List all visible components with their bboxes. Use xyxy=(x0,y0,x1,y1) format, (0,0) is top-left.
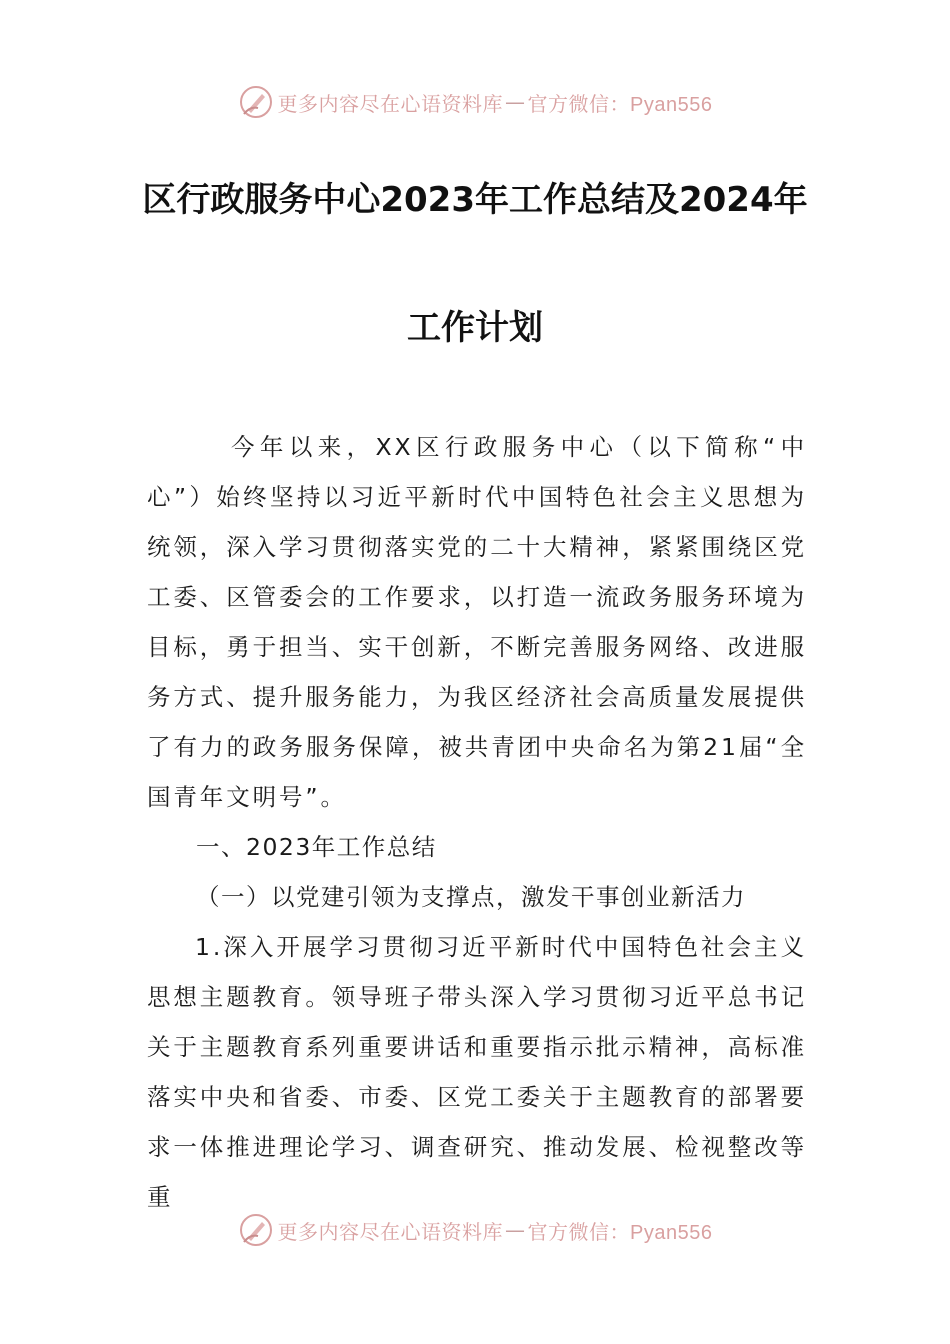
paragraph-intro: 今年以来，XX区行政服务中心（以下简称“中心”）始终坚持以习近平新时代中国特色社会主义思想为统领，深入学习贯彻落实党的二十大精神，紧紧围绕区党工委、区管委会的工作要求，以打造一流政务服务环境为目标，勇于担当、实干创新，不断完善服务网络、改进服务方式、提升服务能力，为我区经济社会高质量发展提供了有力的政务服务保障，被共青团中央命名为第21届“全国青年文明号”。 xyxy=(147,433,807,811)
watermark-dash: — xyxy=(505,1218,526,1242)
watermark-header xyxy=(0,84,950,120)
pen-logo-icon xyxy=(238,84,274,120)
paragraph-item-1: 1.深入开展学习贯彻习近平新时代中国特色社会主义思想主题教育。领导班子带头深入学习贯彻习近平总书记关于主题教育系列重要讲话和重要指示批示精神，高标准落实中央和省委、市委、区党工委关于主题教育的部署要求一体推进理论学习、调查研究、推动发展、检视整改等重 xyxy=(147,933,807,1211)
watermark-dash: — xyxy=(505,90,526,114)
pen-logo-icon xyxy=(238,1212,274,1248)
document-title-line2: 工作计划 xyxy=(407,308,543,348)
section-heading-1: 一、2023年工作总结 xyxy=(196,833,437,861)
subsection-heading-1: （一）以党建引领为支撑点，激发干事创业新活力 xyxy=(196,883,746,911)
watermark-text: 更多内容尽在心语资料库 xyxy=(277,91,504,116)
watermark-footer xyxy=(0,1212,950,1248)
watermark-suffix: 官方微信：Pyan556 xyxy=(527,93,713,116)
watermark-text: 更多内容尽在心语资料库 xyxy=(277,1219,504,1244)
watermark-suffix: 官方微信：Pyan556 xyxy=(527,1221,713,1244)
document-title-line1: 区行政服务中心2023年工作总结及2024年 xyxy=(142,180,808,220)
